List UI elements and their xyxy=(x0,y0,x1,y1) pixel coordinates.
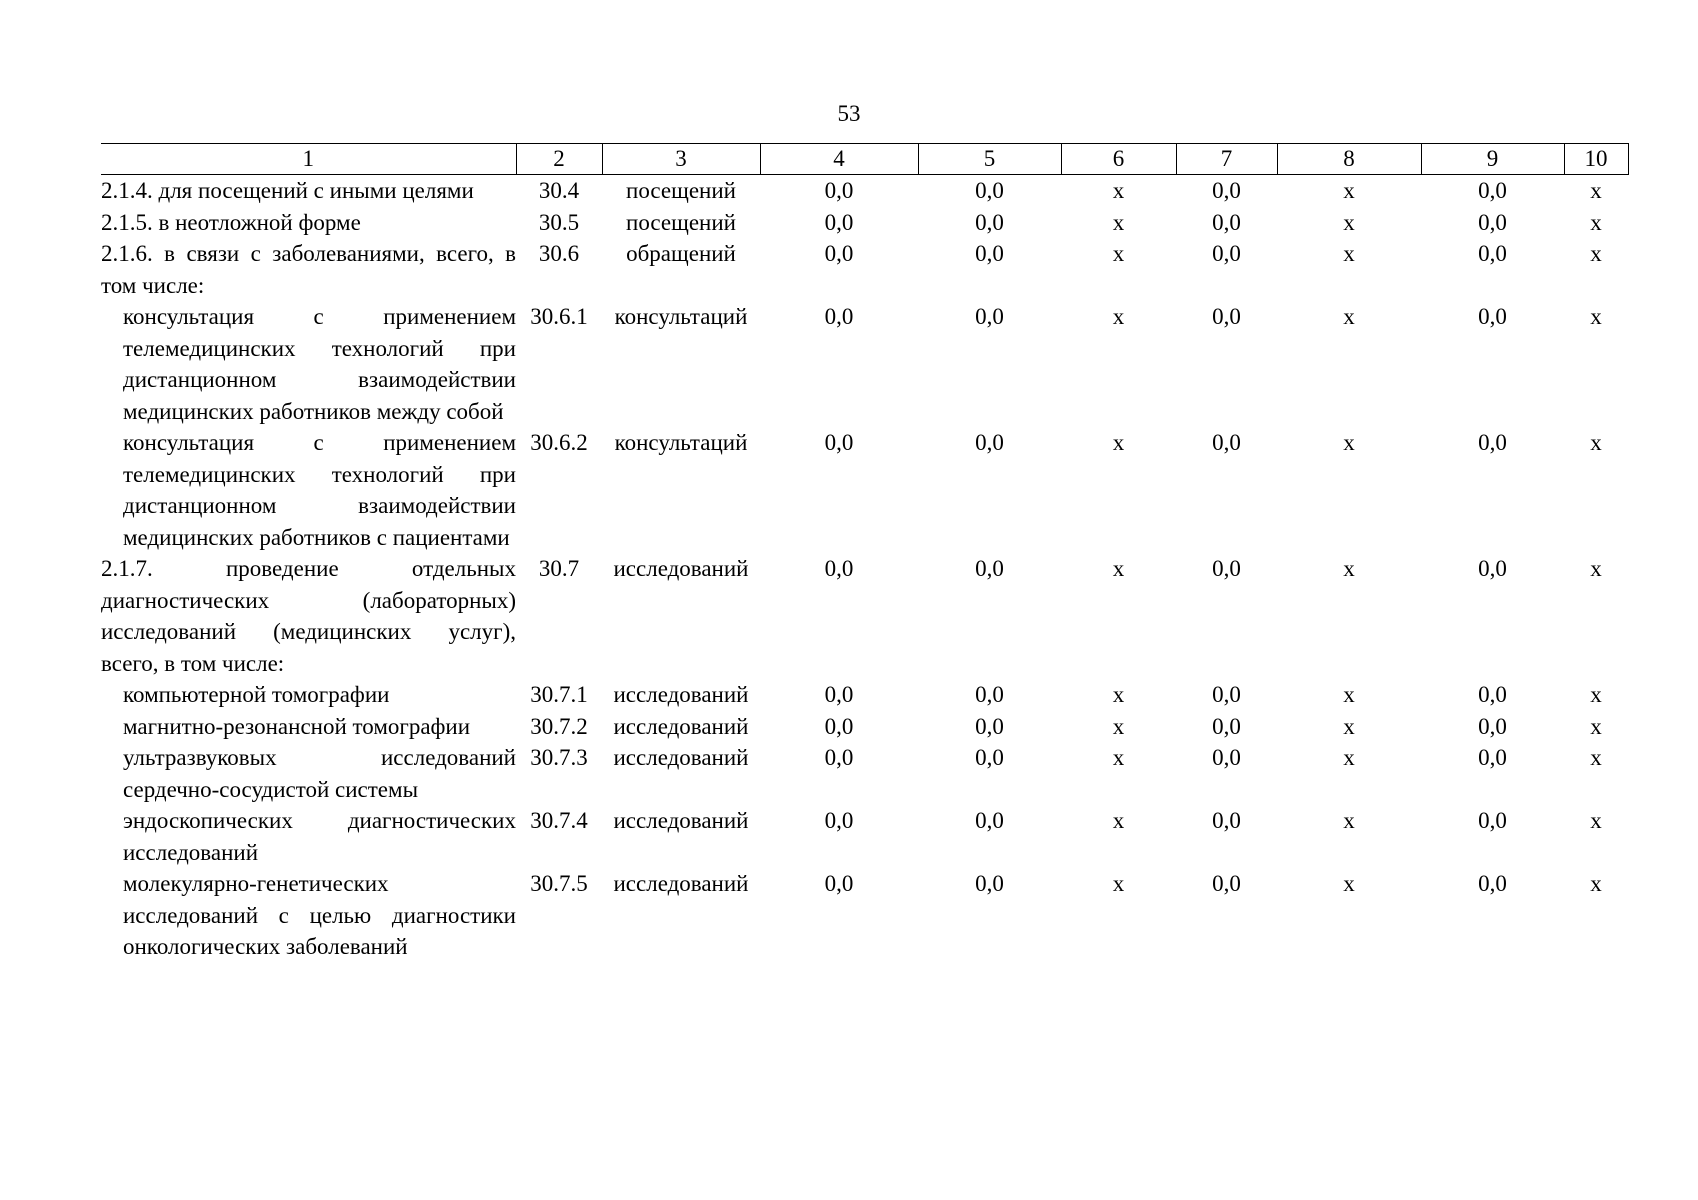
row-value-4: 0,0 xyxy=(824,178,854,203)
row-value-5: 0,0 xyxy=(975,304,1004,329)
row-unit: исследований xyxy=(613,682,749,707)
row-unit: посещений xyxy=(626,178,736,203)
row-unit: консультаций xyxy=(614,304,748,329)
row-value-6: x xyxy=(1112,178,1125,203)
table-body xyxy=(101,175,1628,963)
row-value-9: 0,0 xyxy=(1478,241,1507,266)
table-row xyxy=(101,679,1628,711)
table-row xyxy=(101,868,1628,963)
row-value-7: 0,0 xyxy=(1212,808,1241,833)
row-value-6: x xyxy=(1112,713,1125,739)
row-value-10: x xyxy=(1590,209,1602,235)
row-code: 30.7.3 xyxy=(530,745,588,770)
row-value-5: 0,0 xyxy=(975,430,1004,455)
row-value-6: x xyxy=(1112,745,1125,770)
row-value-7: 0,0 xyxy=(1212,682,1241,707)
row-value-4: 0,0 xyxy=(824,745,854,770)
row-value-5: 0,0 xyxy=(975,241,1004,266)
column-number-row xyxy=(101,144,1628,175)
row-value-5: 0,0 xyxy=(975,682,1004,707)
row-value-9: 0,0 xyxy=(1478,556,1507,581)
row-value-4: 0,0 xyxy=(824,304,854,329)
column-header-5: 5 xyxy=(918,144,1061,175)
row-value-9: 0,0 xyxy=(1478,871,1507,896)
row-unit: посещений xyxy=(626,209,736,235)
row-value-4: 0,0 xyxy=(824,808,854,833)
column-header-6: 6 xyxy=(1061,144,1176,175)
row-value-7: 0,0 xyxy=(1212,871,1241,896)
row-value-4: 0,0 xyxy=(824,430,854,455)
row-code: 30.6 xyxy=(538,241,580,266)
page-number: 53 xyxy=(837,101,861,126)
row-value-8: x xyxy=(1343,682,1355,707)
table-row xyxy=(101,805,1628,868)
row-code: 30.5 xyxy=(538,209,580,235)
row-unit: обращений xyxy=(626,241,736,266)
row-value-10: x xyxy=(1590,178,1602,203)
row-value-4: 0,0 xyxy=(824,713,854,739)
row-value-5: 0,0 xyxy=(975,178,1004,203)
row-value-7: 0,0 xyxy=(1212,241,1241,266)
row-unit: исследований xyxy=(613,556,749,581)
column-header-4: 4 xyxy=(760,144,918,175)
row-value-5: 0,0 xyxy=(975,556,1004,581)
row-code: 30.4 xyxy=(538,178,580,203)
row-value-6: x xyxy=(1112,430,1125,455)
row-code: 30.6.2 xyxy=(530,430,588,455)
row-unit: исследований xyxy=(613,745,749,770)
row-code: 30.7.5 xyxy=(530,871,588,896)
row-value-4: 0,0 xyxy=(824,556,854,581)
row-name: эндоскопических диагностических исследований xyxy=(123,808,516,865)
row-value-9: 0,0 xyxy=(1478,745,1507,770)
table-row xyxy=(101,301,1628,427)
row-value-5: 0,0 xyxy=(975,871,1004,896)
row-value-9: 0,0 xyxy=(1478,430,1507,455)
row-value-9: 0,0 xyxy=(1478,304,1507,329)
row-value-10: x xyxy=(1590,241,1602,266)
row-code: 30.7.2 xyxy=(530,713,588,739)
row-value-10: x xyxy=(1590,713,1602,739)
row-code: 30.7.1 xyxy=(530,682,588,707)
row-name: компьютерной томографии xyxy=(123,682,390,707)
row-value-7: 0,0 xyxy=(1212,556,1241,581)
row-unit: исследований xyxy=(613,871,749,896)
row-name: молекулярно-генетических исследований с целью диагностики онкологических заболеваний xyxy=(123,871,516,959)
row-value-10: x xyxy=(1590,304,1602,329)
row-value-10: x xyxy=(1590,556,1602,581)
row-value-6: x xyxy=(1112,304,1125,329)
row-value-5: 0,0 xyxy=(975,713,1004,739)
row-value-7: 0,0 xyxy=(1212,209,1241,235)
table-row xyxy=(101,175,1628,207)
row-value-6: x xyxy=(1112,241,1125,266)
row-value-8: x xyxy=(1343,241,1355,266)
row-value-8: x xyxy=(1343,745,1355,770)
row-unit: консультаций xyxy=(614,430,748,455)
row-value-10: x xyxy=(1590,871,1602,896)
column-header-7: 7 xyxy=(1176,144,1277,175)
column-header-1: 1 xyxy=(101,144,516,175)
row-value-8: x xyxy=(1343,808,1355,833)
row-value-7: 0,0 xyxy=(1212,304,1241,329)
row-value-4: 0,0 xyxy=(824,241,854,266)
table-row xyxy=(101,238,1628,301)
row-name: 2.1.6. в связи с заболеваниями, всего, в том числе: xyxy=(101,241,516,298)
table-row xyxy=(101,427,1628,553)
row-value-6: x xyxy=(1112,871,1125,896)
row-value-8: x xyxy=(1343,713,1355,739)
row-value-9: 0,0 xyxy=(1478,178,1507,203)
row-value-8: x xyxy=(1343,556,1355,581)
row-value-9: 0,0 xyxy=(1478,713,1507,739)
data-table xyxy=(101,143,1629,963)
row-value-5: 0,0 xyxy=(975,745,1004,770)
row-value-9: 0,0 xyxy=(1478,682,1507,707)
row-unit: исследований xyxy=(613,713,749,739)
column-header-2: 2 xyxy=(516,144,602,175)
row-value-4: 0,0 xyxy=(824,209,854,235)
row-name: 2.1.7. проведение отдельных диагностических (лабораторных) исследований (медицинских услуг), всего, в том числе: xyxy=(101,556,516,676)
row-value-7: 0,0 xyxy=(1212,713,1241,739)
row-value-9: 0,0 xyxy=(1478,209,1507,235)
table-row xyxy=(101,742,1628,805)
row-value-7: 0,0 xyxy=(1212,178,1241,203)
row-value-8: x xyxy=(1343,178,1355,203)
table-row xyxy=(101,553,1628,679)
row-unit: исследований xyxy=(613,808,749,833)
column-header-10: 10 xyxy=(1564,144,1628,175)
column-header-8: 8 xyxy=(1277,144,1421,175)
row-code: 30.7 xyxy=(538,556,580,581)
row-value-8: x xyxy=(1343,871,1355,896)
row-name: консультация с применением телемедицинских технологий при дистанционном взаимодействии медицинских работников с пациентами xyxy=(123,430,516,550)
row-name: магнитно-резонансной томографии xyxy=(123,713,471,739)
row-value-4: 0,0 xyxy=(824,682,854,707)
row-code: 30.7.4 xyxy=(530,808,588,833)
column-header-9: 9 xyxy=(1421,144,1564,175)
row-value-10: x xyxy=(1590,682,1602,707)
row-name: 2.1.5. в неотложной форме xyxy=(101,209,361,235)
table-row xyxy=(101,207,1628,239)
table-row xyxy=(101,711,1628,743)
row-value-6: x xyxy=(1112,209,1125,235)
row-value-10: x xyxy=(1590,808,1602,833)
row-value-10: x xyxy=(1590,745,1602,770)
row-value-9: 0,0 xyxy=(1478,808,1507,833)
row-name: 2.1.4. для посещений с иными целями xyxy=(101,178,474,203)
row-value-7: 0,0 xyxy=(1212,745,1241,770)
row-value-8: x xyxy=(1343,209,1355,235)
row-value-6: x xyxy=(1112,808,1125,833)
row-name: консультация с применением телемедицинских технологий при дистанционном взаимодействии медицинских работников между собой xyxy=(123,304,516,424)
row-value-6: x xyxy=(1112,556,1125,581)
row-value-7: 0,0 xyxy=(1212,430,1241,455)
row-value-6: x xyxy=(1112,682,1125,707)
column-header-3: 3 xyxy=(602,144,760,175)
row-value-4: 0,0 xyxy=(824,871,854,896)
row-value-8: x xyxy=(1343,430,1355,455)
row-name: ультразвуковых исследований сердечно-сосудистой системы xyxy=(123,745,516,802)
row-value-5: 0,0 xyxy=(975,808,1004,833)
row-value-5: 0,0 xyxy=(975,209,1004,235)
row-value-8: x xyxy=(1343,304,1355,329)
row-code: 30.6.1 xyxy=(530,304,588,329)
row-value-10: x xyxy=(1590,430,1602,455)
